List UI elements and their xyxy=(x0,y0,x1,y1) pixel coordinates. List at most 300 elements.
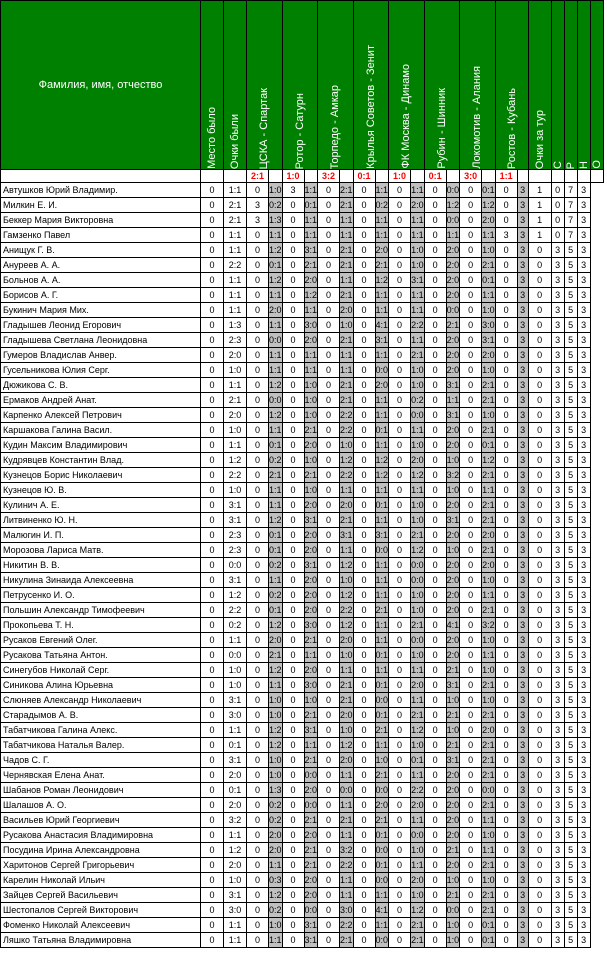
prediction-cell: 0 xyxy=(282,678,304,693)
place-prev-cell: 0 xyxy=(201,348,224,363)
points-prev-cell: 1:1 xyxy=(224,828,247,843)
n-cell: 3 xyxy=(577,858,590,873)
prediction-cell: 0 xyxy=(282,723,304,738)
prediction-cell: 0 xyxy=(247,618,269,633)
prediction-cell: 0 xyxy=(495,198,517,213)
prediction-points-cell: 2:0 xyxy=(482,213,496,228)
prediction-cell: 0 xyxy=(424,708,446,723)
table-row xyxy=(1,228,604,243)
place-prev-cell: 0 xyxy=(201,828,224,843)
prediction-cell: 0 xyxy=(318,888,340,903)
prediction-cell: 0 xyxy=(389,183,411,198)
prediction-points-cell: 1:1 xyxy=(340,873,354,888)
prediction-cell: 0 xyxy=(495,573,517,588)
prediction-points-cell: 1:1 xyxy=(482,843,496,858)
prediction-points-cell: 1:0 xyxy=(411,243,425,258)
prediction-cell: 0 xyxy=(389,663,411,678)
prediction-cell: 0 xyxy=(247,258,269,273)
prediction-cell: 0 xyxy=(318,558,340,573)
prediction-points-cell: 1:0 xyxy=(269,693,283,708)
table-row xyxy=(1,468,604,483)
prediction-points-cell: 0:1 xyxy=(375,858,389,873)
prediction-points-cell: 0:0 xyxy=(446,303,460,318)
table-row xyxy=(1,903,604,918)
prediction-points-cell: 2:0 xyxy=(411,198,425,213)
prediction-points-cell: 1:1 xyxy=(446,393,460,408)
prediction-points-cell: 2:1 xyxy=(340,393,354,408)
place-prev-cell: 0 xyxy=(201,738,224,753)
player-name: Борисов А. Г. xyxy=(1,288,201,303)
prediction-points-cell: 1:0 xyxy=(482,303,496,318)
prediction-cell: 0 xyxy=(353,348,375,363)
prediction-cell: 0 xyxy=(460,348,482,363)
points-round-cell: 0 xyxy=(528,483,551,498)
prediction-points-cell: 1:2 xyxy=(269,273,283,288)
header-match-4: Крылья Советов - Зенит xyxy=(353,1,389,170)
prediction-points-cell: 2:1 xyxy=(340,693,354,708)
place-prev-cell: 0 xyxy=(201,573,224,588)
prediction-points-cell: 2:1 xyxy=(482,603,496,618)
prediction-cell: 0 xyxy=(247,513,269,528)
r-cell: 5 xyxy=(564,258,577,273)
result-match-3: 3:2 xyxy=(318,170,340,183)
points-round-cell: 0 xyxy=(528,753,551,768)
player-name: Беккер Мария Викторовна xyxy=(1,213,201,228)
place-prev-cell: 0 xyxy=(201,483,224,498)
result-match-5: 1:0 xyxy=(389,170,411,183)
prediction-cell: 0 xyxy=(353,573,375,588)
points-prev-cell: 2:3 xyxy=(224,543,247,558)
prediction-cell: 0 xyxy=(318,258,340,273)
prediction-points-cell: 3 xyxy=(517,843,528,858)
place-prev-cell: 0 xyxy=(201,228,224,243)
prediction-points-cell: 1:1 xyxy=(340,348,354,363)
prediction-cell: 0 xyxy=(247,498,269,513)
prediction-points-cell: 2:1 xyxy=(482,378,496,393)
prediction-cell: 0 xyxy=(495,663,517,678)
prediction-cell: 0 xyxy=(460,393,482,408)
n-cell: 3 xyxy=(577,708,590,723)
prediction-cell: 0 xyxy=(353,648,375,663)
prediction-points-cell: 2:1 xyxy=(411,933,425,948)
header-place-prev: Место было xyxy=(201,1,224,170)
prediction-points-cell: 3 xyxy=(517,243,528,258)
prediction-points-cell: 0:1 xyxy=(375,498,389,513)
s-cell: 3 xyxy=(551,768,564,783)
points-prev-cell: 1:0 xyxy=(224,663,247,678)
prediction-cell: 0 xyxy=(353,753,375,768)
prediction-points-cell: 0:1 xyxy=(269,528,283,543)
prediction-cell: 0 xyxy=(318,423,340,438)
table-row xyxy=(1,738,604,753)
prediction-cell: 0 xyxy=(247,588,269,603)
points-round-cell: 0 xyxy=(528,678,551,693)
player-name: Анищук Г. В. xyxy=(1,243,201,258)
s-cell: 3 xyxy=(551,813,564,828)
prediction-cell: 0 xyxy=(247,288,269,303)
prediction-cell: 0 xyxy=(460,483,482,498)
prediction-cell: 0 xyxy=(353,438,375,453)
prediction-points-cell: 2:2 xyxy=(340,423,354,438)
points-round-cell: 0 xyxy=(528,843,551,858)
prediction-points-cell: 3 xyxy=(517,483,528,498)
points-round-cell: 0 xyxy=(528,693,551,708)
prediction-cell: 0 xyxy=(424,573,446,588)
prediction-cell: 0 xyxy=(353,198,375,213)
place-prev-cell: 0 xyxy=(201,378,224,393)
prediction-points-cell: 1:1 xyxy=(340,888,354,903)
prediction-points-cell: 1:1 xyxy=(375,213,389,228)
r-cell: 7 xyxy=(564,213,577,228)
prediction-points-cell: 3 xyxy=(517,318,528,333)
s-cell: 3 xyxy=(551,408,564,423)
prediction-points-cell: 3 xyxy=(517,708,528,723)
prediction-points-cell: 1:2 xyxy=(304,288,318,303)
points-prev-cell: 1:0 xyxy=(224,363,247,378)
prediction-cell: 0 xyxy=(389,303,411,318)
prediction-cell: 0 xyxy=(424,363,446,378)
prediction-cell: 0 xyxy=(460,498,482,513)
prediction-points-cell: 1:2 xyxy=(269,408,283,423)
prediction-cell: 0 xyxy=(318,648,340,663)
player-name: Табатчикова Галина Алекс. xyxy=(1,723,201,738)
prediction-points-cell: 2:1 xyxy=(375,723,389,738)
results-blank xyxy=(224,170,247,183)
prediction-cell: 0 xyxy=(460,273,482,288)
prediction-points-cell: 1:1 xyxy=(411,333,425,348)
place-prev-cell: 0 xyxy=(201,618,224,633)
prediction-cell: 0 xyxy=(318,183,340,198)
prediction-cell: 0 xyxy=(282,288,304,303)
prediction-points-cell: 1:1 xyxy=(375,438,389,453)
prediction-cell: 0 xyxy=(424,738,446,753)
prediction-cell: 0 xyxy=(282,768,304,783)
s-cell: 3 xyxy=(551,498,564,513)
prediction-points-cell: 1:0 xyxy=(304,393,318,408)
prediction-cell: 0 xyxy=(282,873,304,888)
player-name: Малюгин И. П. xyxy=(1,528,201,543)
prediction-cell: 0 xyxy=(460,768,482,783)
prediction-cell: 0 xyxy=(389,273,411,288)
n-cell: 3 xyxy=(577,753,590,768)
prediction-points-cell: 2:1 xyxy=(482,258,496,273)
prediction-points-cell: 1:2 xyxy=(482,198,496,213)
player-name: Синегубов Николай Серг. xyxy=(1,663,201,678)
prediction-cell: 0 xyxy=(353,558,375,573)
prediction-points-cell: 3:1 xyxy=(304,933,318,948)
prediction-points-cell: 0:1 xyxy=(482,273,496,288)
prediction-points-cell: 2:0 xyxy=(304,588,318,603)
prediction-points-cell: 1:1 xyxy=(375,408,389,423)
prediction-points-cell: 0:1 xyxy=(375,708,389,723)
prediction-points-cell: 1:0 xyxy=(340,573,354,588)
prediction-points-cell: 1:1 xyxy=(375,513,389,528)
prediction-cell: 0 xyxy=(247,348,269,363)
prediction-points-cell: 2:0 xyxy=(446,558,460,573)
prediction-cell: 0 xyxy=(353,543,375,558)
prediction-cell: 0 xyxy=(353,858,375,873)
prediction-cell: 0 xyxy=(424,183,446,198)
prediction-cell: 0 xyxy=(460,303,482,318)
points-prev-cell: 1:1 xyxy=(224,228,247,243)
prediction-points-cell: 2:1 xyxy=(340,678,354,693)
points-prev-cell: 1:0 xyxy=(224,873,247,888)
prediction-cell: 0 xyxy=(495,933,517,948)
prediction-cell: 0 xyxy=(424,873,446,888)
prediction-points-cell: 3 xyxy=(517,198,528,213)
s-cell: 3 xyxy=(551,693,564,708)
prediction-points-cell: 0:0 xyxy=(411,828,425,843)
prediction-cell: 0 xyxy=(353,303,375,318)
table-row xyxy=(1,588,604,603)
points-prev-cell: 0:1 xyxy=(224,738,247,753)
prediction-points-cell: 1:0 xyxy=(269,708,283,723)
prediction-points-cell: 1:2 xyxy=(269,738,283,753)
prediction-cell: 0 xyxy=(460,813,482,828)
s-cell: 3 xyxy=(551,753,564,768)
prediction-points-cell: 3 xyxy=(517,468,528,483)
table-row xyxy=(1,693,604,708)
prediction-points-cell: 3 xyxy=(517,873,528,888)
prediction-points-cell: 1:0 xyxy=(446,543,460,558)
prediction-cell: 0 xyxy=(318,483,340,498)
prediction-cell: 0 xyxy=(495,903,517,918)
n-cell: 3 xyxy=(577,573,590,588)
player-name: Фоменко Николай Алексеевич xyxy=(1,918,201,933)
prediction-points-cell: 0:1 xyxy=(411,753,425,768)
prediction-cell: 0 xyxy=(495,348,517,363)
prediction-points-cell: 3:1 xyxy=(304,723,318,738)
prediction-cell: 0 xyxy=(282,498,304,513)
place-prev-cell: 0 xyxy=(201,648,224,663)
prediction-cell: 0 xyxy=(389,768,411,783)
place-prev-cell: 0 xyxy=(201,798,224,813)
prediction-cell: 0 xyxy=(318,618,340,633)
prediction-points-cell: 1:0 xyxy=(482,633,496,648)
points-round-cell: 0 xyxy=(528,243,551,258)
prediction-points-cell: 1:0 xyxy=(269,183,283,198)
s-cell: 3 xyxy=(551,618,564,633)
prediction-cell: 0 xyxy=(460,423,482,438)
prediction-points-cell: 1:1 xyxy=(340,543,354,558)
n-cell: 3 xyxy=(577,618,590,633)
table-row xyxy=(1,873,604,888)
prediction-points-cell: 0:1 xyxy=(269,543,283,558)
prediction-points-cell: 2:1 xyxy=(340,378,354,393)
place-prev-cell: 0 xyxy=(201,858,224,873)
prediction-points-cell: 3 xyxy=(517,288,528,303)
prediction-cell: 0 xyxy=(247,558,269,573)
prediction-points-cell: 2:1 xyxy=(269,648,283,663)
place-prev-cell: 0 xyxy=(201,528,224,543)
prediction-points-cell: 1:0 xyxy=(411,378,425,393)
prediction-points-cell: 2:0 xyxy=(304,603,318,618)
prediction-points-cell: 1:0 xyxy=(340,723,354,738)
prediction-cell: 0 xyxy=(389,348,411,363)
prediction-cell: 0 xyxy=(389,798,411,813)
prediction-points-cell: 2:1 xyxy=(411,918,425,933)
prediction-points-cell: 2:0 xyxy=(446,783,460,798)
r-cell: 5 xyxy=(564,603,577,618)
prediction-points-cell: 1:2 xyxy=(340,738,354,753)
prediction-cell: 0 xyxy=(282,273,304,288)
prediction-cell: 0 xyxy=(247,873,269,888)
prediction-points-cell: 0:1 xyxy=(482,918,496,933)
prediction-cell: 0 xyxy=(424,618,446,633)
prediction-points-cell: 2:0 xyxy=(304,498,318,513)
prediction-points-cell: 1:1 xyxy=(375,618,389,633)
prediction-cell: 0 xyxy=(282,918,304,933)
prediction-points-cell: 3:2 xyxy=(446,468,460,483)
prediction-points-cell: 1:1 xyxy=(411,813,425,828)
points-round-cell: 0 xyxy=(528,858,551,873)
place-prev-cell: 0 xyxy=(201,753,224,768)
prediction-points-cell: 1:0 xyxy=(482,408,496,423)
s-cell: 3 xyxy=(551,633,564,648)
prediction-points-cell: 1:1 xyxy=(482,588,496,603)
prediction-cell: 0 xyxy=(318,468,340,483)
s-cell: 3 xyxy=(551,723,564,738)
header-name: Фамилия, имя, отчество xyxy=(1,1,201,170)
prediction-cell: 0 xyxy=(247,858,269,873)
points-round-cell: 1 xyxy=(528,183,551,198)
prediction-cell: 0 xyxy=(460,918,482,933)
table-row xyxy=(1,438,604,453)
prediction-cell: 0 xyxy=(389,558,411,573)
prediction-points-cell: 3:0 xyxy=(482,318,496,333)
prediction-points-cell: 2:1 xyxy=(340,513,354,528)
player-name: Зайцев Сергей Васильевич xyxy=(1,888,201,903)
prediction-points-cell: 3:1 xyxy=(375,528,389,543)
prediction-points-cell: 3 xyxy=(517,828,528,843)
prediction-points-cell: 0:0 xyxy=(411,408,425,423)
n-cell: 3 xyxy=(577,228,590,243)
player-name: Польшин Александр Тимофеевич xyxy=(1,603,201,618)
prediction-cell: 0 xyxy=(353,603,375,618)
prediction-cell: 0 xyxy=(318,408,340,423)
prediction-points-cell: 0:2 xyxy=(269,798,283,813)
place-prev-cell: 0 xyxy=(201,543,224,558)
prediction-cell: 0 xyxy=(495,873,517,888)
place-prev-cell: 0 xyxy=(201,588,224,603)
prediction-points-cell: 1:0 xyxy=(482,573,496,588)
points-prev-cell: 2:3 xyxy=(224,333,247,348)
prediction-points-cell: 3 xyxy=(517,753,528,768)
n-cell: 3 xyxy=(577,453,590,468)
prediction-points-cell: 1:0 xyxy=(482,828,496,843)
prediction-cell: 0 xyxy=(495,183,517,198)
player-name: Гусельникова Юлия Серг. xyxy=(1,363,201,378)
header-match-3: Торпедо - Амкар xyxy=(318,1,354,170)
prediction-points-cell: 2:1 xyxy=(446,663,460,678)
n-cell: 3 xyxy=(577,843,590,858)
prediction-cell: 0 xyxy=(495,423,517,438)
prediction-cell: 0 xyxy=(318,858,340,873)
prediction-points-cell: 2:2 xyxy=(340,408,354,423)
prediction-points-cell: 1:0 xyxy=(304,453,318,468)
prediction-cell: 0 xyxy=(460,618,482,633)
prediction-points-cell: 0:1 xyxy=(482,438,496,453)
r-cell: 5 xyxy=(564,483,577,498)
prediction-cell: 0 xyxy=(460,588,482,603)
prediction-cell: 0 xyxy=(282,783,304,798)
prediction-points-cell: 2:0 xyxy=(304,663,318,678)
place-prev-cell: 0 xyxy=(201,933,224,948)
prediction-points-cell: 0:0 xyxy=(482,783,496,798)
prediction-points-cell: 0:0 xyxy=(304,768,318,783)
prediction-cell: 0 xyxy=(318,783,340,798)
result-match-4: 0:1 xyxy=(353,170,375,183)
prediction-cell: 0 xyxy=(460,183,482,198)
prediction-points-cell: 0:0 xyxy=(375,693,389,708)
prediction-cell: 0 xyxy=(353,258,375,273)
prediction-points-cell: 3:2 xyxy=(340,843,354,858)
r-cell: 5 xyxy=(564,363,577,378)
prediction-points-cell: 2:1 xyxy=(411,348,425,363)
r-cell: 5 xyxy=(564,273,577,288)
prediction-points-cell: 2:0 xyxy=(340,303,354,318)
prediction-cell: 0 xyxy=(353,873,375,888)
player-name: Шалашов А. О. xyxy=(1,798,201,813)
prediction-points-cell: 2:0 xyxy=(446,858,460,873)
s-cell: 0 xyxy=(551,228,564,243)
header-r: Р xyxy=(564,1,577,170)
prediction-cell: 0 xyxy=(460,738,482,753)
n-cell: 3 xyxy=(577,408,590,423)
prediction-cell: 0 xyxy=(247,408,269,423)
prediction-cell: 0 xyxy=(495,468,517,483)
prediction-points-cell: 1:1 xyxy=(304,738,318,753)
prediction-points-cell: 2:1 xyxy=(304,423,318,438)
player-name: Старадымов А. В. xyxy=(1,708,201,723)
prediction-cell: 0 xyxy=(282,843,304,858)
prediction-cell: 0 xyxy=(353,618,375,633)
prediction-cell: 0 xyxy=(247,483,269,498)
prediction-points-cell: 0:2 xyxy=(269,588,283,603)
prediction-points-cell: 0:1 xyxy=(269,438,283,453)
prediction-cell: 0 xyxy=(424,408,446,423)
r-cell: 5 xyxy=(564,783,577,798)
prediction-points-cell: 1:1 xyxy=(411,663,425,678)
prediction-points-cell: 1:0 xyxy=(446,723,460,738)
prediction-cell: 0 xyxy=(495,498,517,513)
prediction-cell: 0 xyxy=(247,903,269,918)
prediction-points-cell: 2:1 xyxy=(482,753,496,768)
prediction-points-cell: 3 xyxy=(517,588,528,603)
prediction-cell: 0 xyxy=(424,543,446,558)
n-cell: 3 xyxy=(577,663,590,678)
points-prev-cell: 3:1 xyxy=(224,573,247,588)
prediction-cell: 0 xyxy=(318,588,340,603)
prediction-points-cell: 1:1 xyxy=(375,663,389,678)
prediction-points-cell: 1:1 xyxy=(269,858,283,873)
prediction-points-cell: 3:1 xyxy=(304,558,318,573)
prediction-points-cell: 2:2 xyxy=(340,858,354,873)
s-cell: 3 xyxy=(551,588,564,603)
prediction-cell: 0 xyxy=(495,408,517,423)
prediction-cell: 0 xyxy=(389,453,411,468)
prediction-cell: 0 xyxy=(389,228,411,243)
prediction-cell: 0 xyxy=(247,888,269,903)
prediction-points-cell: 3 xyxy=(517,273,528,288)
points-prev-cell: 3:1 xyxy=(224,693,247,708)
r-cell: 5 xyxy=(564,378,577,393)
prediction-points-cell: 3 xyxy=(517,333,528,348)
prediction-points-cell: 2:1 xyxy=(340,183,354,198)
prediction-cell: 0 xyxy=(389,693,411,708)
s-cell: 3 xyxy=(551,888,564,903)
r-cell: 5 xyxy=(564,723,577,738)
